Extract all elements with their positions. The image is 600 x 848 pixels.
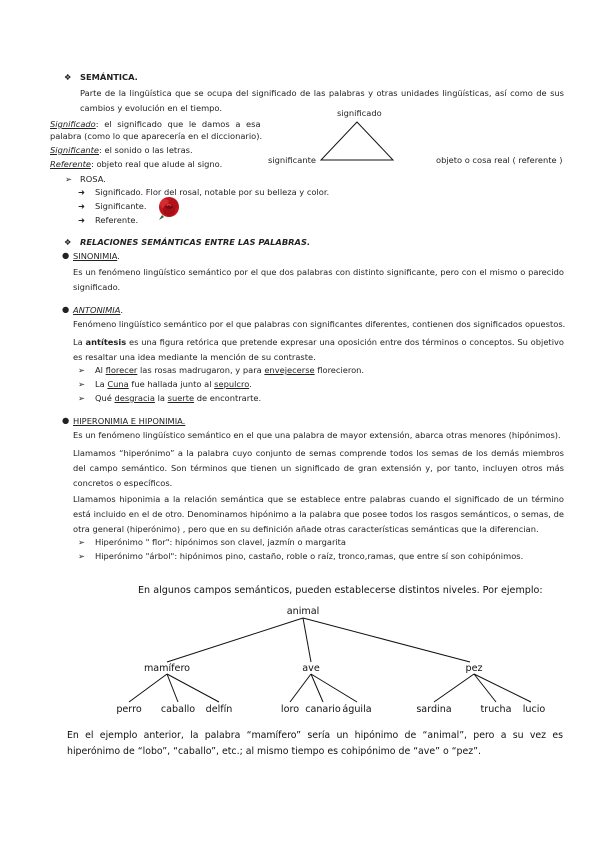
tree-intro: En algunos campos semánticos, pueden establecerse distintos niveles. Por ejemplo:: [138, 585, 543, 596]
round-bullet-icon: ●: [62, 415, 70, 425]
sinonimia-text: Es un fenómeno lingüístico semántico por el que dos palabras con distinto significante, pero con el mismo o parecido significado.: [73, 267, 564, 292]
sinonimia-heading: SINONIMIA.: [73, 251, 120, 261]
hiperonimia-text-1: Es un fenómeno lingüístico semántico en el que una palabra de mayor extensión, abarca otras menores (hipónimos).: [73, 430, 561, 440]
rosa-item-significante: Significante.: [95, 201, 147, 211]
antitesis-word: antítesis: [85, 337, 127, 347]
triangle-label-significado: significado: [337, 108, 382, 118]
triangle-label-referente: objeto o cosa real ( referente ): [436, 155, 563, 165]
antitesis-example-3: Qué desgracia la suerte de encontrarte.: [95, 393, 262, 403]
significante-term: Significante: [50, 145, 100, 155]
rosa-item-significado: Significado. Flor del rosal, notable por su belleza y color.: [95, 187, 330, 197]
significado-term: Significado: [50, 119, 96, 129]
antonimia-text: Fenómeno lingüístico semántico por el que palabras con significantes diferentes, contienen dos significados opuestos.: [73, 319, 566, 329]
round-bullet-icon: ●: [62, 304, 70, 314]
significado-def-line2: palabra (como lo que aparecería en el diccionario).: [50, 131, 263, 141]
tree-leaf: caballo: [160, 704, 196, 715]
tree-edge: [129, 674, 167, 702]
antitesis-example-2: La Cuna fue hallada junto al sepulcro.: [95, 379, 252, 389]
rosa-item-referente: Referente.: [95, 215, 139, 225]
rosa-label: ROSA.: [80, 174, 106, 184]
tree-edge: [167, 674, 219, 702]
tree-edge: [311, 674, 357, 702]
antonimia-heading: ANTONIMIA.: [73, 305, 124, 315]
triangle-label-significante: significante: [268, 155, 316, 165]
antitesis-post: es una figura retórica que pretende expresar una oposición entre dos términos o conceptos. Su objetivo es resaltar una idea mediante la mención de su contraste.: [73, 337, 564, 362]
tree-edge: [474, 674, 531, 702]
significante-def: : el sonido o las letras.: [99, 145, 193, 155]
tree-edge: [434, 674, 474, 702]
tree-leaf: perro: [116, 704, 142, 715]
sinonimia-title: SINONIMIA: [73, 251, 118, 261]
tree-edge: [474, 674, 496, 702]
tree-edge: [167, 674, 178, 702]
tree-edge: [167, 618, 303, 662]
tree-leaf: loro: [280, 704, 300, 715]
tree-edge: [290, 674, 311, 702]
arrowhead-bullet-icon: ➢: [78, 379, 85, 389]
tree-leaf: delfín: [205, 704, 233, 715]
tree-leaf: sardina: [416, 704, 452, 715]
tree-conclusion: En el ejemplo anterior, la palabra “mamífero” sería un hipónimo de “animal”, pero a su vez es hiperónimo de “lobo”, “caballo”, etc.; al mismo tiempo es cohipónimo de “ave” o “pez”.: [67, 730, 563, 757]
section-title-semantica: SEMÁNTICA.: [80, 72, 138, 82]
hiperonimia-text-2: Llamamos “hiperónimo” a la palabra cuyo conjunto de semas comprende todos los semas de los demás miembros del campo semántico. Son términos que tienen un significado de gran extensión y, por tanto, incluyen otros más concretos o específicos.: [73, 448, 564, 488]
hiperonimia-text-3: Llamamos hiponimia a la relación semántica que se establece entre palabras cuando el significado de un término está incluido en el de otro. Denominamos hipónimo a la palabra que posee todos los rasgos semánticos, o semas, de otra general (hiperónimo) , pero que en su definición añade otras características semánticas que la diferencian.: [73, 494, 564, 534]
tree-node-ave: ave: [302, 663, 320, 674]
right-arrow-icon: ➜: [78, 215, 85, 225]
tree-node-mamifero: mamífero: [143, 663, 191, 674]
tree-leaf: trucha: [480, 704, 512, 715]
arrowhead-bullet-icon: ➢: [78, 537, 85, 547]
tree-node-pez: pez: [465, 663, 483, 674]
arrowhead-bullet-icon: ➢: [78, 393, 85, 403]
referente-term: Referente: [50, 159, 92, 169]
diamond-bullet-icon: ❖: [64, 237, 72, 247]
right-arrow-icon: ➜: [78, 201, 85, 211]
arrowhead-bullet-icon: ➢: [65, 174, 72, 184]
antitesis-pre: La: [73, 337, 86, 347]
semantica-intro: Parte de la lingüística que se ocupa del significado de las palabras y otras unidades lingüísticas, así como de sus cambios y evolución en el tiempo.: [80, 88, 564, 113]
arrowhead-bullet-icon: ➢: [78, 365, 85, 375]
diamond-bullet-icon: ❖: [64, 72, 72, 82]
tree-edge: [303, 618, 311, 662]
tree-edge: [303, 618, 470, 662]
arrowhead-bullet-icon: ➢: [78, 551, 85, 561]
hiperonimia-title: HIPERONIMIA E HIPONIMIA.: [73, 416, 186, 426]
section-title-relaciones: RELACIONES SEMÁNTICAS ENTRE LAS PALABRAS.: [80, 237, 311, 247]
right-arrow-icon: ➜: [78, 187, 85, 197]
referente-def: : objeto real que alude al signo.: [91, 159, 223, 169]
tree-leaf: águila: [342, 704, 372, 715]
hiperonimo-example-flor: Hiperónimo " flor": hipónimos son clavel, jazmín o margarita: [95, 537, 347, 547]
tree-leaf: canario: [305, 704, 341, 715]
antitesis-example-1: Al florecer las rosas madrugaron, y para envejecerse florecieron.: [95, 365, 365, 375]
hiperonimo-example-arbol: Hiperónimo "árbol": hipónimos pino, castaño, roble o raíz, tronco,ramas, que entre sí son cohipónimos.: [95, 551, 524, 561]
significado-def-line1: : el significado que le damos a esa: [95, 119, 261, 129]
tree-leaf: lucio: [522, 704, 546, 715]
round-bullet-icon: ●: [62, 250, 70, 260]
antonimia-title: ANTONIMIA: [73, 305, 121, 315]
tree-node-root: animal: [286, 606, 320, 617]
